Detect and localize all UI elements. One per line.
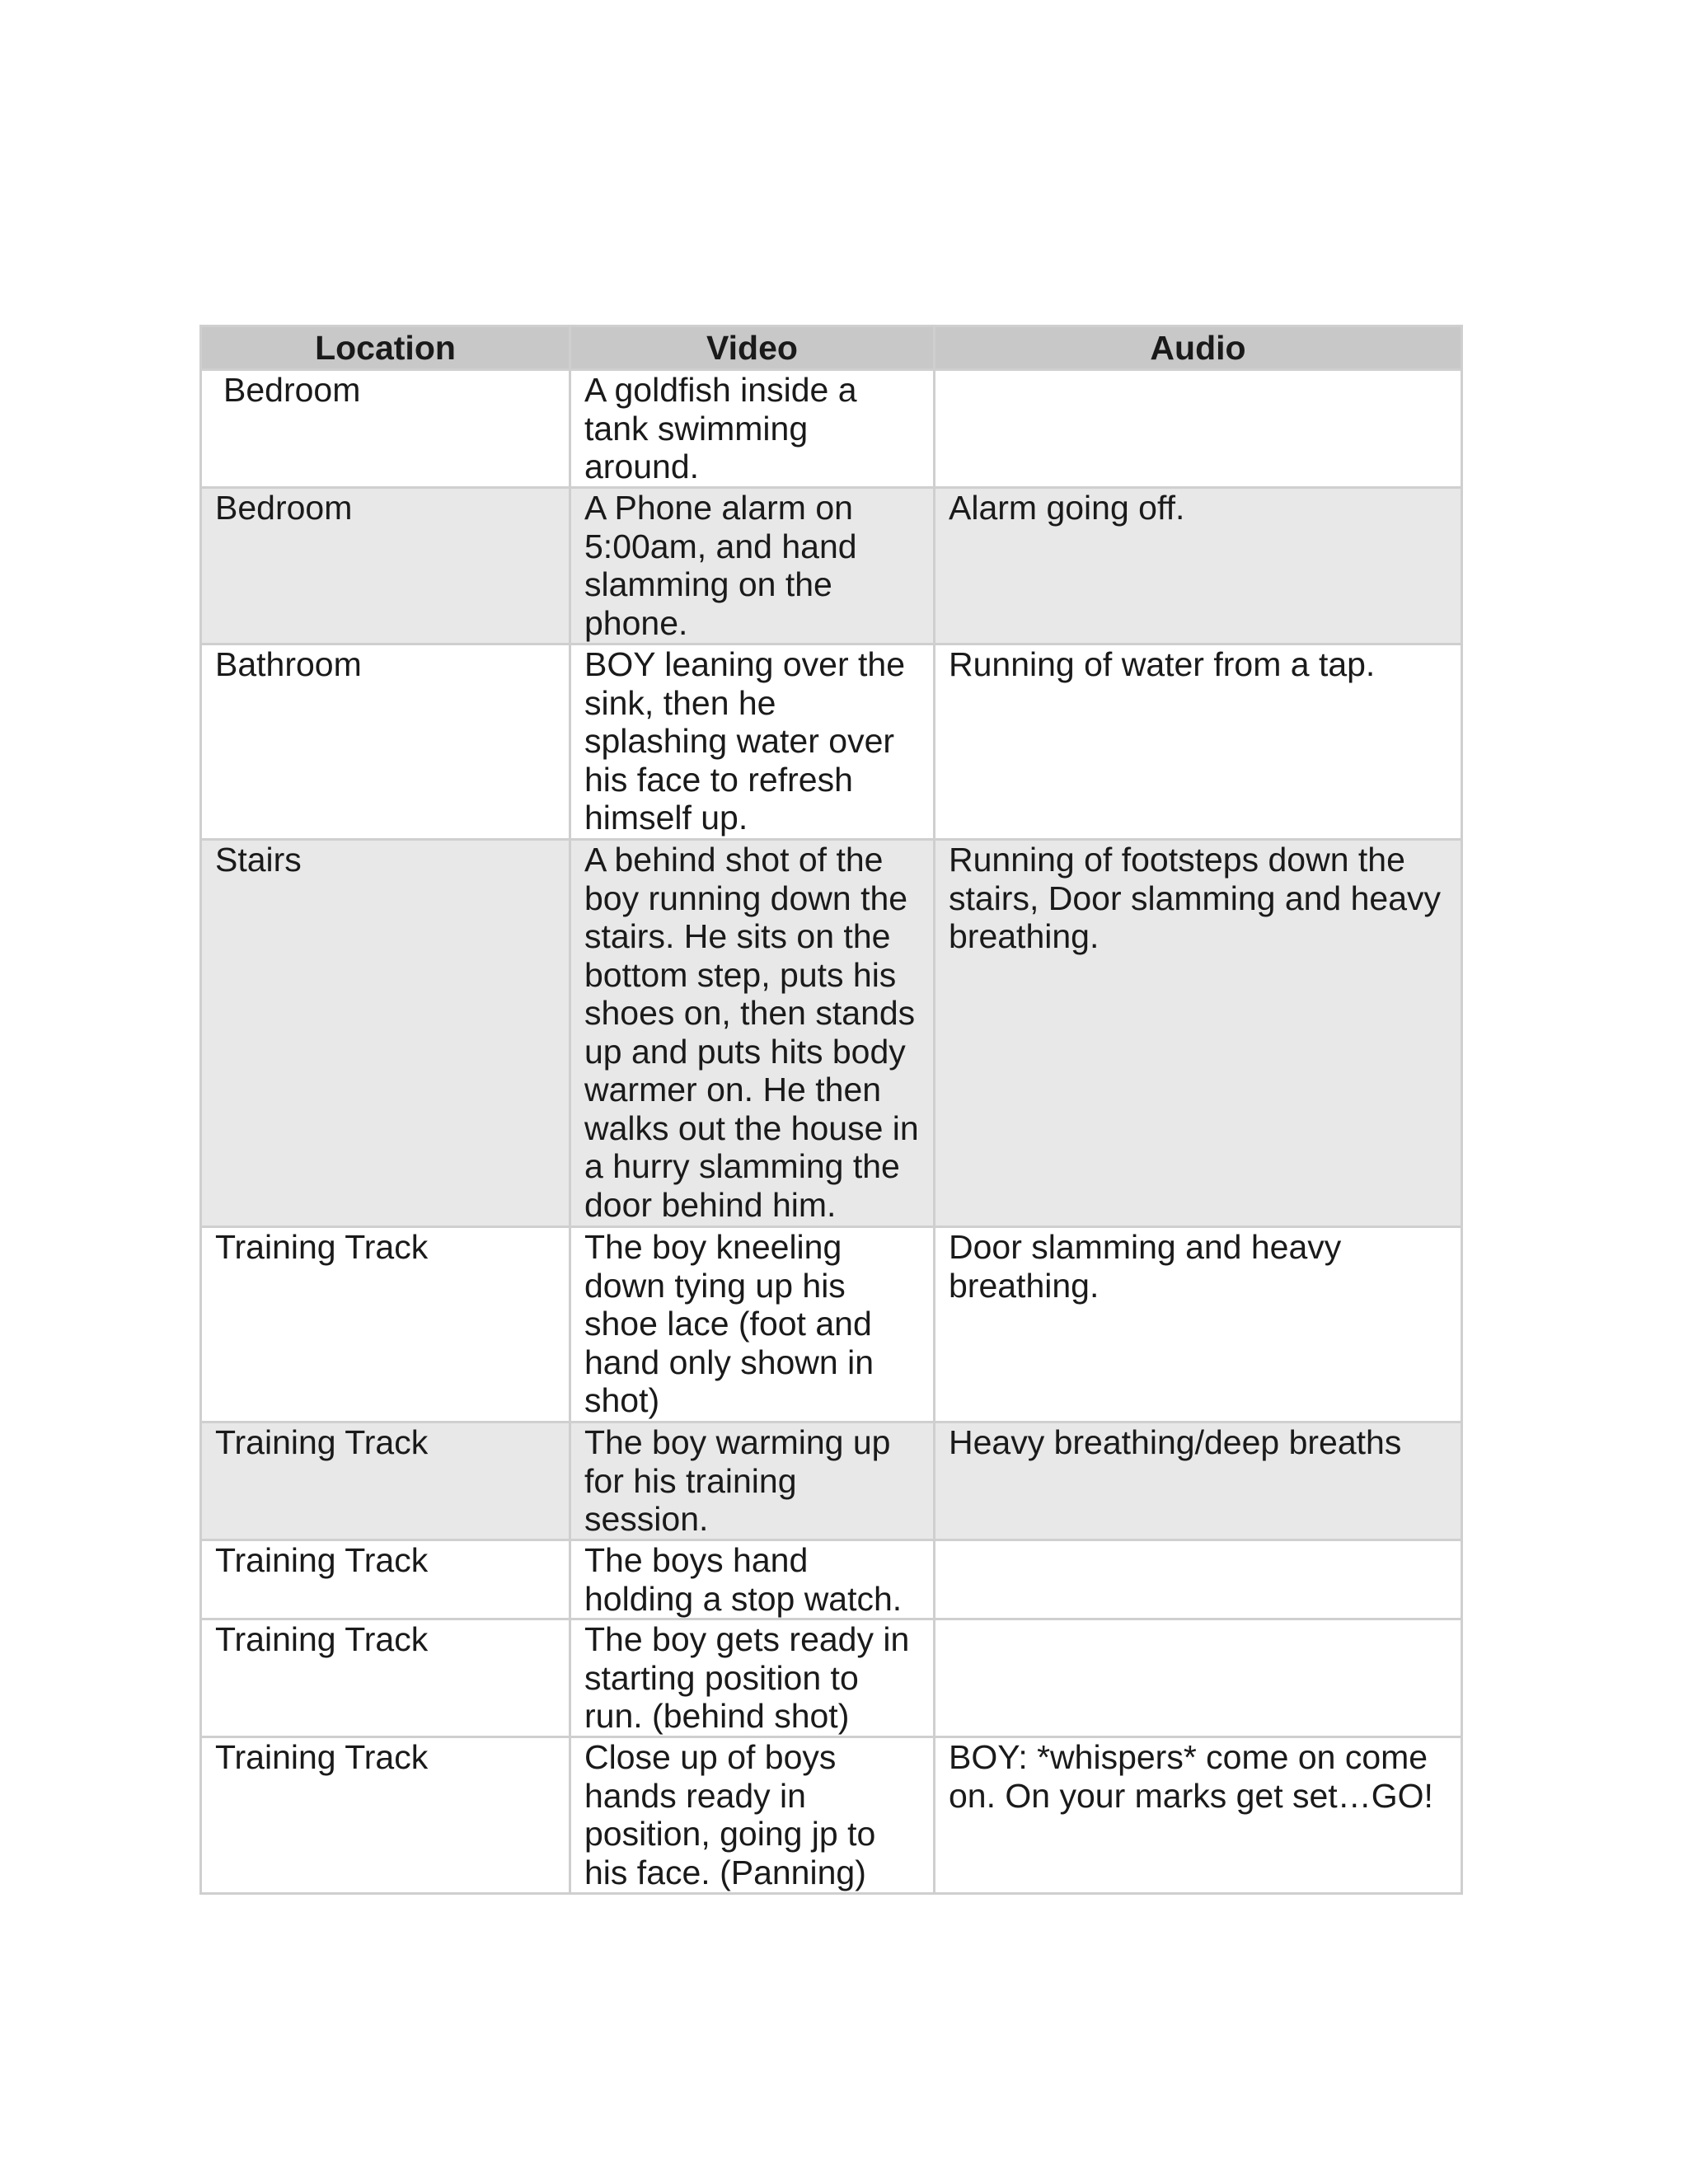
cell-location: Training Track: [201, 1227, 570, 1422]
cell-video: The boy warming up for his training session.: [570, 1422, 935, 1540]
table-header-row: [201, 326, 1462, 370]
cell-location: Training Track: [201, 1737, 570, 1894]
table-row: [201, 644, 1462, 840]
cell-audio: [935, 1619, 1462, 1737]
cell-location: Bathroom: [201, 644, 570, 840]
cell-audio: [935, 370, 1462, 488]
cell-audio: Alarm going off.: [935, 488, 1462, 644]
table-row: [201, 488, 1462, 644]
cell-audio: BOY: *whispers* come on come on. On your marks get set…GO!: [935, 1737, 1462, 1894]
cell-video: The boy kneeling down tying up his shoe lace (foot and hand only shown in shot): [570, 1227, 935, 1422]
table-row: [201, 370, 1462, 488]
table-row: [201, 1540, 1462, 1619]
cell-audio: Running of water from a tap.: [935, 644, 1462, 840]
cell-location: Training Track: [201, 1540, 570, 1619]
header-video: Video: [570, 326, 935, 370]
table-row: [201, 1737, 1462, 1894]
table-row: [201, 1422, 1462, 1540]
table-row: [201, 1227, 1462, 1422]
cell-video: BOY leaning over the sink, then he splashing water over his face to refresh himself up.: [570, 644, 935, 840]
header-location: Location: [201, 326, 570, 370]
table-row: [201, 840, 1462, 1227]
cell-video: Close up of boys hands ready in position, going jp to his face. (Panning): [570, 1737, 935, 1894]
cell-audio: Heavy breathing/deep breaths: [935, 1422, 1462, 1540]
cell-video: A behind shot of the boy running down the stairs. He sits on the bottom step, puts his shoes on, then stands up and puts hits body warmer on. He then walks out the house in a hurry slamming the door behind him.: [570, 840, 935, 1227]
cell-location: Stairs: [201, 840, 570, 1227]
cell-audio: Door slamming and heavy breathing.: [935, 1227, 1462, 1422]
cell-video: A Phone alarm on 5:00am, and hand slamming on the phone.: [570, 488, 935, 644]
header-audio: Audio: [935, 326, 1462, 370]
table-row: [201, 1619, 1462, 1737]
cell-audio: [935, 1540, 1462, 1619]
cell-location: Training Track: [201, 1619, 570, 1737]
cell-video: The boy gets ready in starting position to run. (behind shot): [570, 1619, 935, 1737]
cell-video: The boys hand holding a stop watch.: [570, 1540, 935, 1619]
cell-location: Bedroom: [201, 488, 570, 644]
cell-location: Training Track: [201, 1422, 570, 1540]
shot-list-table: [199, 325, 1463, 1895]
cell-location: Bedroom: [201, 370, 570, 488]
cell-audio: Running of footsteps down the stairs, Door slamming and heavy breathing.: [935, 840, 1462, 1227]
cell-video: A goldfish inside a tank swimming around.: [570, 370, 935, 488]
